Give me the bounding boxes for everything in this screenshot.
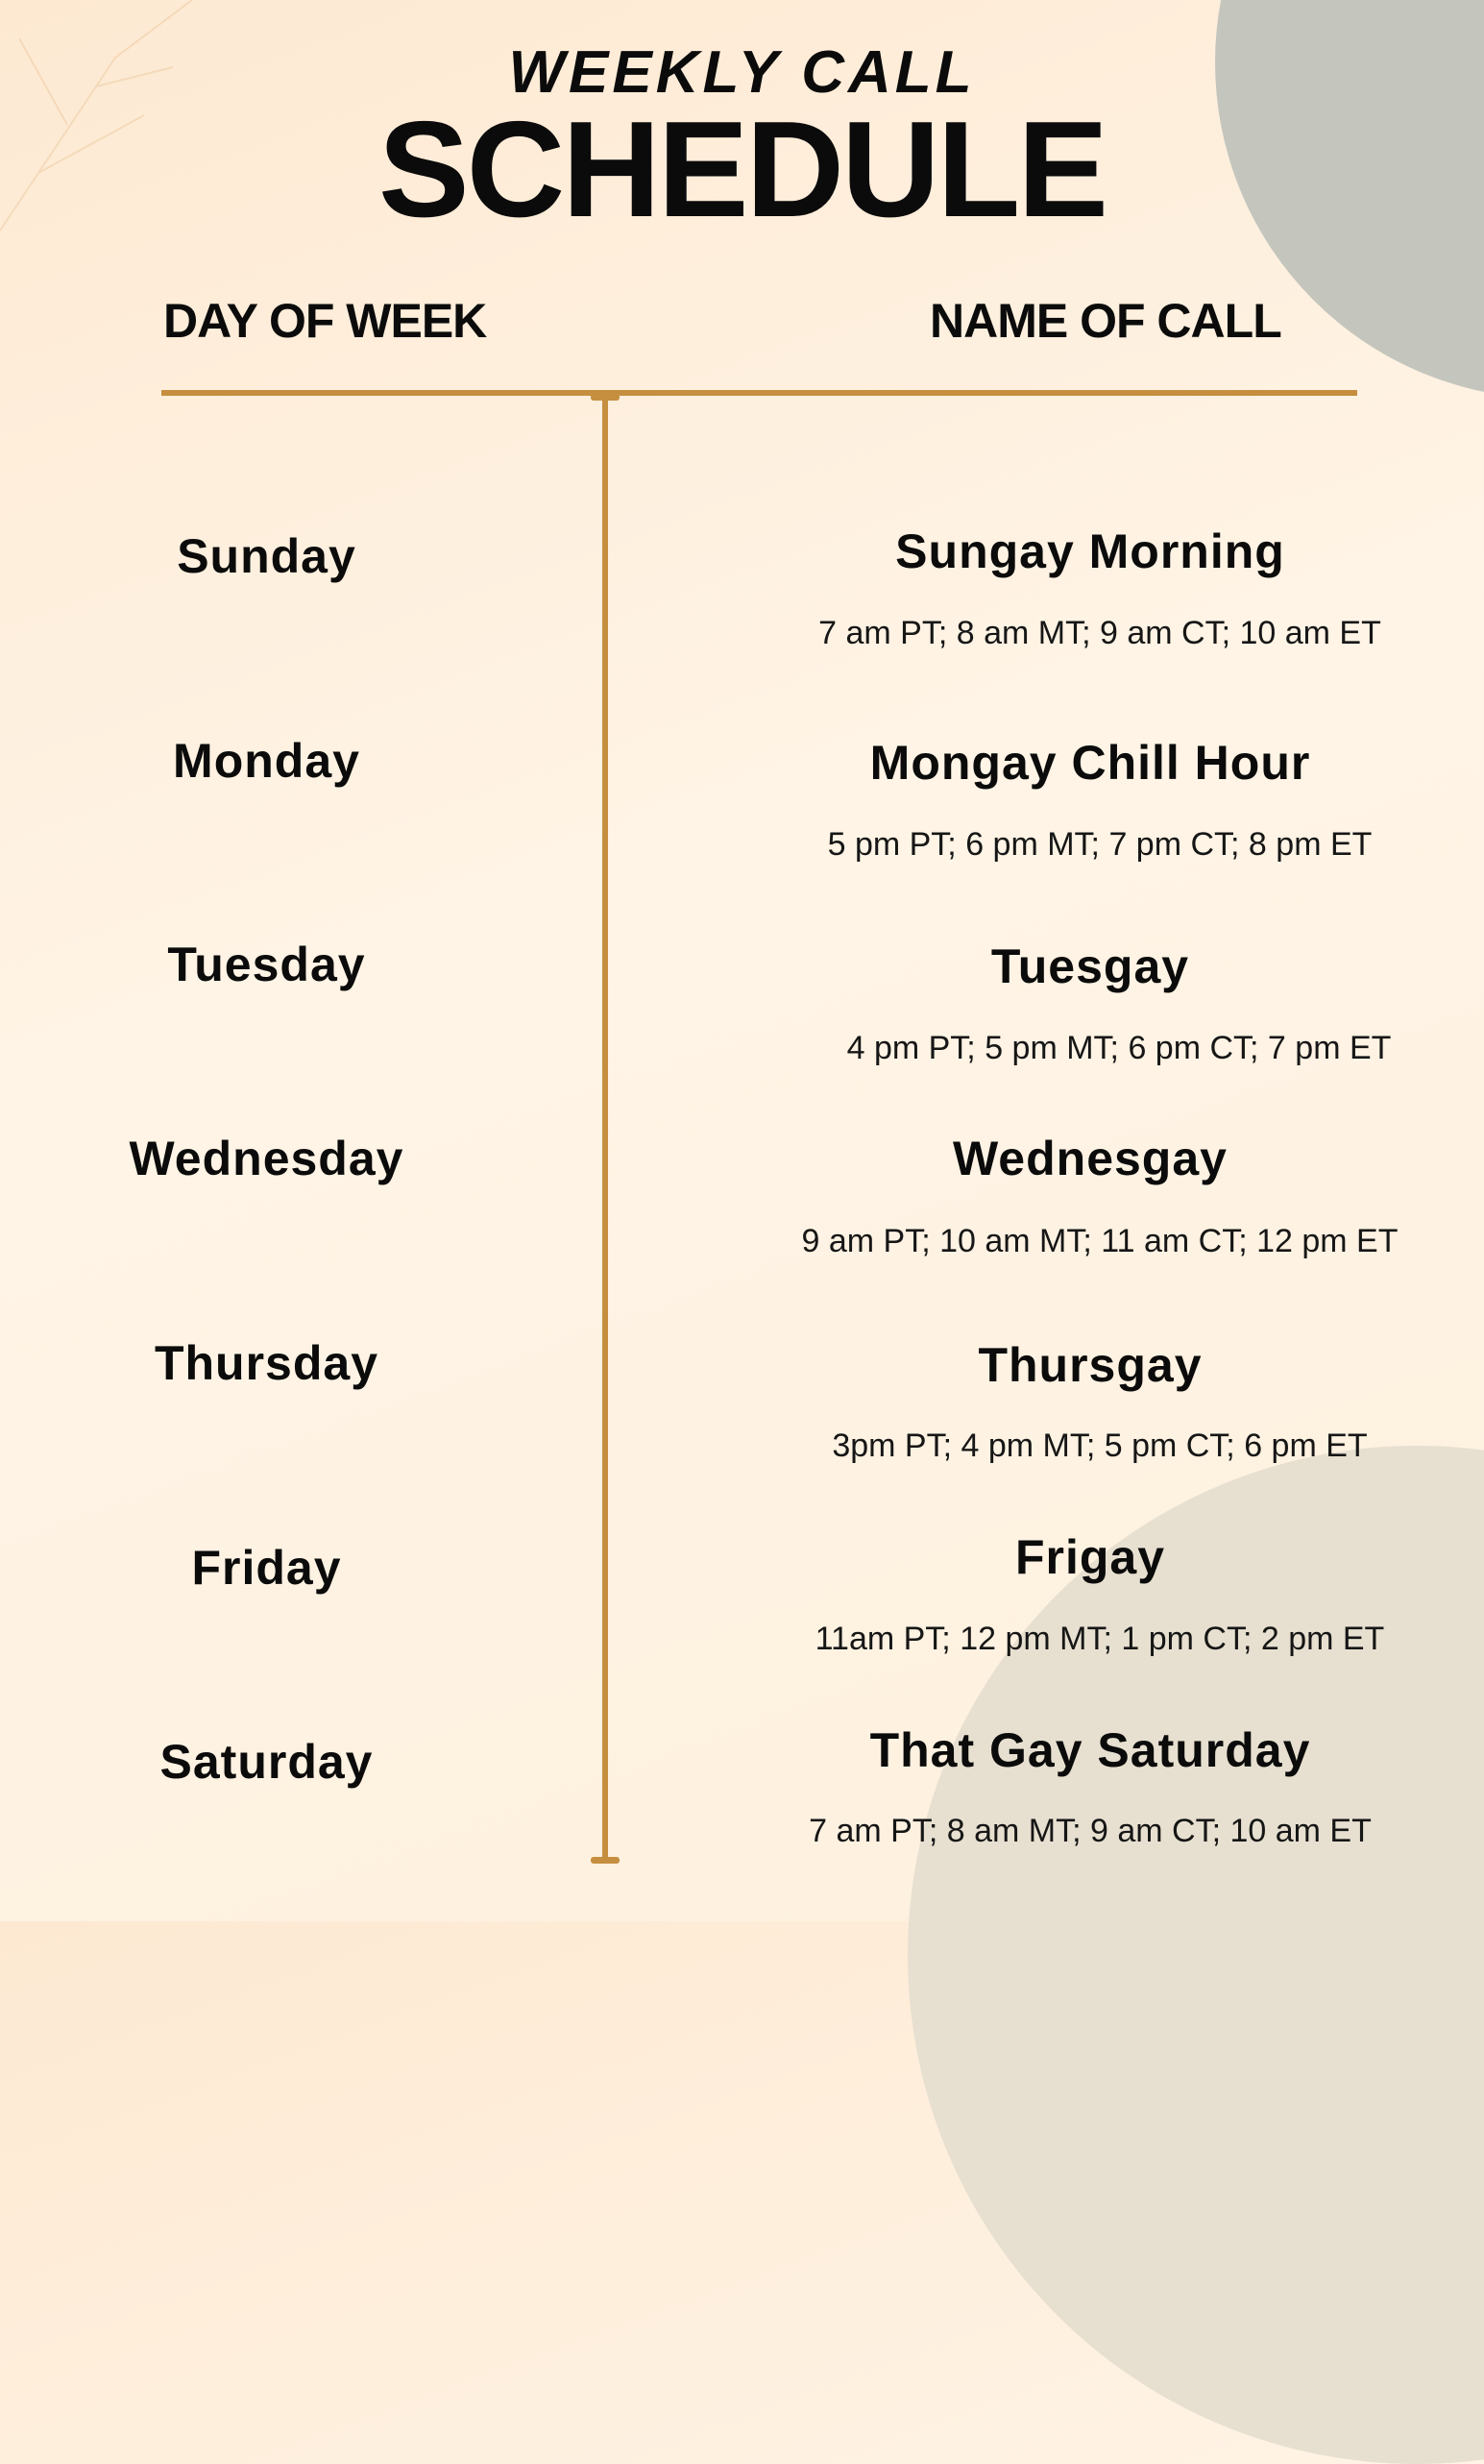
day-label: Tuesday <box>167 938 366 991</box>
column-header-call: NAME OF CALL <box>930 294 1281 348</box>
call-time: 7 am PT; 8 am MT; 9 am CT; 10 am ET <box>809 1813 1372 1849</box>
call-time: 3pm PT; 4 pm MT; 5 pm CT; 6 pm ET <box>832 1427 1368 1464</box>
call-time: 7 am PT; 8 am MT; 9 am CT; 10 am ET <box>818 615 1381 651</box>
day-label: Wednesday <box>129 1132 404 1185</box>
call-name: Wednesgay <box>953 1132 1228 1185</box>
column-header-day: DAY OF WEEK <box>163 294 487 348</box>
day-label: Thursday <box>154 1336 379 1390</box>
header-divider <box>161 390 1357 396</box>
call-time: 9 am PT; 10 am MT; 11 am CT; 12 pm ET <box>801 1223 1399 1259</box>
call-name: Thursgay <box>978 1338 1203 1392</box>
call-name: Sungay Morning <box>895 525 1285 578</box>
column-divider-cap-top <box>591 394 620 401</box>
call-time: 4 pm PT; 5 pm MT; 6 pm CT; 7 pm ET <box>846 1030 1392 1066</box>
column-divider-cap-bottom <box>591 1857 620 1864</box>
column-divider <box>602 394 608 1864</box>
call-name: That Gay Saturday <box>869 1723 1311 1777</box>
call-time: 11am PT; 12 pm MT; 1 pm CT; 2 pm ET <box>815 1621 1385 1657</box>
call-name: Mongay Chill Hour <box>869 736 1311 790</box>
day-label: Saturday <box>159 1735 374 1789</box>
call-name: Tuesgay <box>990 939 1190 993</box>
call-name: Frigay <box>1014 1530 1166 1584</box>
call-time: 5 pm PT; 6 pm MT; 7 pm CT; 8 pm ET <box>827 826 1373 863</box>
day-label: Sunday <box>177 529 356 583</box>
title-weekly-call: WEEKLY CALL <box>508 39 976 106</box>
day-label: Monday <box>173 734 360 788</box>
day-label: Friday <box>191 1541 342 1595</box>
title-schedule: SCHEDULE <box>377 93 1107 246</box>
decorative-circle-bottom <box>908 1446 1484 2464</box>
